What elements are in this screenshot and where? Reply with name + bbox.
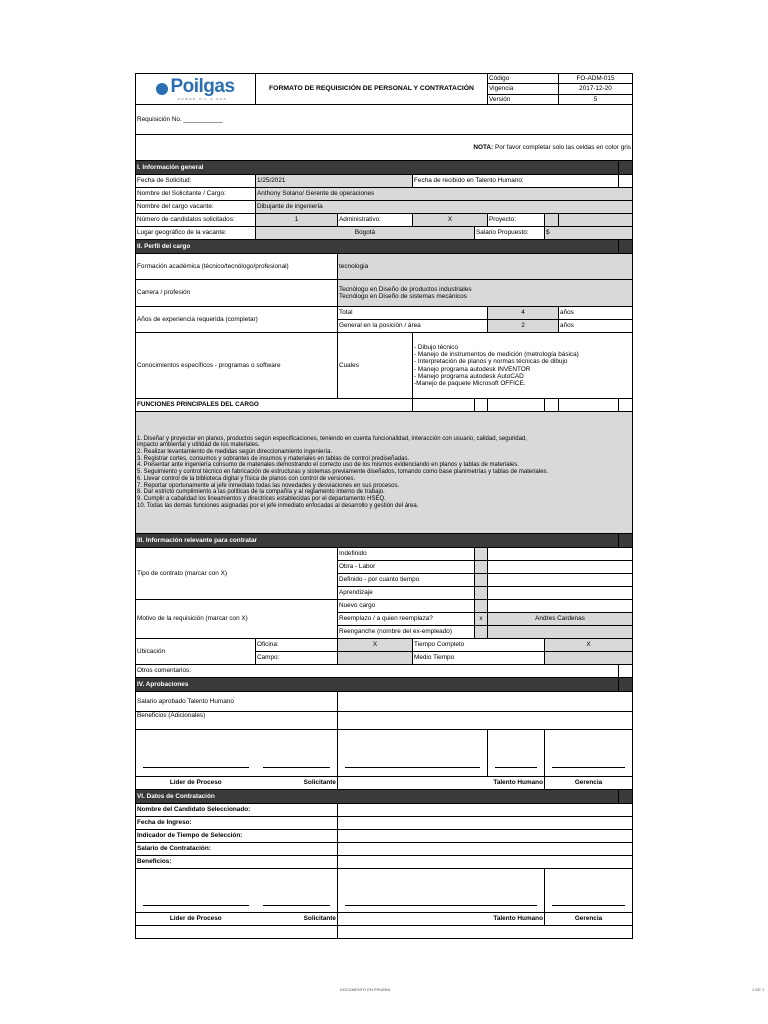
signature-label-gerencia-2: Gerencia <box>545 913 633 926</box>
solicitante-label: Nombre del Solicitante / Cargo: <box>136 188 256 201</box>
cuales-label: Cuales <box>338 333 413 399</box>
otros-comentarios[interactable]: Otros comentarios: <box>136 665 619 678</box>
ubicacion-label: Ubicación <box>136 639 256 665</box>
motivo-check-nuevo[interactable] <box>475 600 488 613</box>
signature-slot-talento[interactable] <box>338 730 488 777</box>
form-table <box>135 73 633 939</box>
tipo-contrato-label: Tipo de contrato (marcar con X) <box>136 548 338 600</box>
contratacion-value-candidato[interactable] <box>338 804 633 817</box>
footer-note: DOCUMENTO EN PRUEBA <box>340 987 391 992</box>
motivo-option-reenganche: Reenganche (nombre del ex-empleado) <box>338 626 475 639</box>
section-perfil-title: II. Perfil del cargo <box>136 240 619 254</box>
contratacion-value-ingreso[interactable] <box>338 817 633 830</box>
medio-tiempo-label: Medio Tiempo <box>413 652 545 665</box>
tipo-detail-indefinido[interactable] <box>488 548 633 561</box>
tiempo-completo-label: Tiempo Completo <box>413 639 545 652</box>
funciones-list[interactable]: 1. Diseñar y proyectar en planos, productos según especificaciones, teniendo en cuenta funcionalidad, interacción con usuario, calidad, seguridad, impacto ambiental y utilidad de los materiales. 2. Realizar levantamiento de medidas según direccionamiento ingeniería. 3. Registrar cortes, consumos y sobrantes de insumos y materiales en tablas de control prediseñadas. 4. Presentar ante ingeniería consumo de materiales demostrando el correcto uso de los mismos evidenciando en planos y tablas de materiales. 5. Seguimiento y control técnico en fabricación de estructuras y sistemas previamente diseñados, tomando como base planimetrías y tablas de materiales. 6. Llevar control de la biblioteca digital y física de planos con control de versiones. 7. Reportar oportunamente al jefe inmediato todas las novedades y desviaciones en sus procesos. 8. Dar estricto cumplimiento a las políticas de la compañía y al reglamento interno de trabajo. 9. Cumplir a cabalidad los lineamientos y directrices establecidas por el departamento HSEQ. 10. Todas las demás funciones asignadas por el jefe inmediato enfocadas al desarrollo y gestión del área. <box>136 412 633 534</box>
cargo-label: Nombre del cargo vacante: <box>136 201 256 214</box>
blank-row-left <box>136 926 338 939</box>
beneficios-value[interactable] <box>338 712 633 730</box>
nota <box>136 135 633 161</box>
carrera-label: Carrera / profesión <box>136 280 338 307</box>
signature-label-talento-2: Talento Humano <box>338 913 545 926</box>
carrera-value-2: Tecnólogo en Diseño de sistemas mecánicos <box>339 293 467 300</box>
motivo-detail-nuevo[interactable] <box>488 600 633 613</box>
codigo-value: FO-ADM-015 <box>559 74 633 84</box>
tipo-option-aprendizaje: Aprendizaje <box>338 587 475 600</box>
total-label: Total <box>338 307 488 320</box>
contratacion-field-ingreso: Fecha de Ingreso: <box>136 817 338 830</box>
tipo-option-obra: Obra - Labor <box>338 561 475 574</box>
experiencia-label: Años de experiencia requerida (completar) <box>136 307 338 333</box>
cargo-value[interactable]: Dibujante de ingeniería <box>256 201 633 214</box>
contratacion-value-indicador[interactable] <box>338 830 633 843</box>
signature-slot-solicitante[interactable] <box>256 730 338 777</box>
signature-slot-lider-2[interactable] <box>136 869 256 913</box>
formacion-label: Formación académica (técnico/tecnólogo/profesional) <box>136 254 338 280</box>
vigencia-value: 2017-12-20 <box>559 84 633 94</box>
signature-slot-gerencia[interactable] <box>545 730 633 777</box>
lugar-label: Lugar geográfico de la vacante: <box>136 227 256 240</box>
motivo-option-reemplazo: Reemplazo / a quien reemplaza? <box>338 613 475 626</box>
form-title: FORMATO DE REQUISICIÓN DE PERSONAL Y CONTRATACIÓN <box>256 74 488 105</box>
fecha-solicitud-value[interactable]: 1/25/2021 <box>256 175 413 188</box>
signature-slot-solicitante-2[interactable] <box>256 869 338 913</box>
tipo-check-definido[interactable] <box>475 574 488 587</box>
codigo-label: Código <box>488 74 559 84</box>
tipo-option-indefinido: Indefinido <box>338 548 475 561</box>
logo-tagline: POWER OIL & GAS <box>177 97 228 102</box>
signature-label-solicitante-2: Solicitante <box>256 913 338 926</box>
contratacion-field-beneficios: Beneficios: <box>136 856 338 869</box>
signature-label-solicitante: Solicitante <box>256 777 338 790</box>
section-contratacion-title: VI. Datos de Contratación <box>136 790 619 804</box>
motivo-check-reemplazo[interactable]: x <box>475 613 488 626</box>
contratacion-field-indicador: Indicador de Tiempo de Selección: <box>136 830 338 843</box>
vigencia-label: Vigencia <box>488 84 559 94</box>
motivo-option-nuevo: Nuevo cargo <box>338 600 475 613</box>
beneficios-label: Beneficios (Adicionales) <box>136 712 338 730</box>
signature-label-gerencia: Gerencia <box>545 777 633 790</box>
logo-text: Poilgas <box>170 76 235 98</box>
section-aprobaciones-title: IV. Aprobaciones <box>136 678 619 692</box>
medio-tiempo-value[interactable] <box>545 652 633 665</box>
candidatos-label: Número de candidatos solicitados: <box>136 214 256 227</box>
solicitante-value[interactable]: Anthony Solano/ Gerente de operaciones <box>256 188 633 201</box>
formacion-value[interactable]: tecnologia <box>338 254 633 280</box>
proyecto-value[interactable] <box>559 214 633 227</box>
carrera-value-1: Tecnólogo en Diseño de productos industriales <box>339 285 472 293</box>
blank-row-right <box>338 926 633 939</box>
contratacion-field-candidato: Nombre del Candidato Seleccionado: <box>136 804 338 817</box>
motivo-label: Motivo de la requisición (marcar con X) <box>136 600 338 639</box>
fecha-recibido-label: Fecha de recibido en Talento Humano: <box>413 175 619 188</box>
reemplazo-nombre[interactable]: Andres Cardenas <box>488 613 633 626</box>
tipo-option-definido: Definido - por cuanto tiempo <box>338 574 475 587</box>
tipo-check-aprendizaje[interactable] <box>475 587 488 600</box>
funciones-title: FUNCIONES PRINCIPALES DEL CARGO <box>136 399 413 412</box>
total-value[interactable]: 4 <box>488 307 559 320</box>
version-value: 5 <box>559 94 633 104</box>
signature-slot-gerencia-2[interactable] <box>545 869 633 913</box>
section-contratar-title: III. Información relevante para contratar <box>136 534 619 548</box>
campo-value[interactable] <box>338 652 413 665</box>
tiempo-completo-value[interactable]: X <box>545 639 633 652</box>
version-label: Versión <box>488 94 559 104</box>
contratacion-value-beneficios[interactable] <box>338 856 633 869</box>
proyecto-label: Proyecto: <box>488 214 545 227</box>
general-posicion-value[interactable]: 2 <box>488 320 559 333</box>
signature-slot-lider[interactable] <box>136 730 256 777</box>
contratacion-field-salario: Salario de Contratación: <box>136 843 338 856</box>
signature-label-lider-2: Lider de Proceso <box>136 913 256 926</box>
logo <box>136 74 256 105</box>
signature-slot-talento-2[interactable] <box>488 730 545 777</box>
oficina-value[interactable]: X <box>338 639 413 652</box>
motivo-detail-reenganche[interactable] <box>488 626 633 639</box>
total-unit: años <box>559 307 633 320</box>
drop-icon <box>156 83 168 95</box>
salario-aprobado-label: Salario aprobado Talento Humano <box>136 692 338 712</box>
general-posicion-unit: años <box>559 320 633 333</box>
tipo-check-indefinido[interactable] <box>475 548 488 561</box>
salario-value[interactable]: $ <box>545 227 633 240</box>
lugar-value[interactable]: Bogotá <box>256 227 475 240</box>
oficina-label: Oficina: <box>256 639 338 652</box>
candidatos-value[interactable]: 1 <box>256 214 338 227</box>
conocimientos-list[interactable]: - Dibujo técnico - Manejo de instrumentos de medición (metrología básica) - Interpretación de planos y normas técnicas de dibujo - Manejo programa autodesk INVENTOR - Manejo programa autodesk AutoCAD -Manejo de paquete Microsoft OFFICE. <box>413 333 633 399</box>
campo-label: Campo: <box>256 652 338 665</box>
administrativo-value[interactable]: X <box>413 214 488 227</box>
salario-label: Salario Propuesto: <box>475 227 545 240</box>
requisicion-number[interactable]: Requisición No. ___________ <box>136 105 633 135</box>
tipo-detail-definido[interactable] <box>488 574 633 587</box>
contratacion-value-salario[interactable] <box>338 843 633 856</box>
tipo-detail-obra[interactable] <box>488 561 633 574</box>
signature-label-talento: Talento Humano <box>338 777 545 790</box>
administrativo-label: Administrativo: <box>338 214 413 227</box>
section-general-title: I. Información general <box>136 161 619 175</box>
salario-aprobado-value[interactable] <box>338 692 633 712</box>
fecha-solicitud-label: Fecha de Solicitud: <box>136 175 256 188</box>
proyecto-check[interactable] <box>545 214 559 227</box>
conocimientos-label: Conocimientos específicos - programas o software <box>136 333 338 399</box>
nota-text: Por favor completar solo las celdas en color gris <box>494 143 632 151</box>
signature-label-lider: Lider de Proceso <box>136 777 256 790</box>
tipo-check-obra[interactable] <box>475 561 488 574</box>
signature-slot-talento-3[interactable] <box>338 869 545 913</box>
general-posicion-label: General en la posición / área <box>338 320 488 333</box>
nota-label: NOTA: <box>473 143 494 151</box>
requisition-form <box>135 73 632 939</box>
motivo-check-reenganche[interactable] <box>475 626 488 639</box>
fecha-recibido-value[interactable] <box>619 175 633 188</box>
page-number: 1 DE 1 <box>752 987 765 992</box>
carrera-value[interactable] <box>338 280 633 307</box>
tipo-detail-aprendizaje[interactable] <box>488 587 633 600</box>
